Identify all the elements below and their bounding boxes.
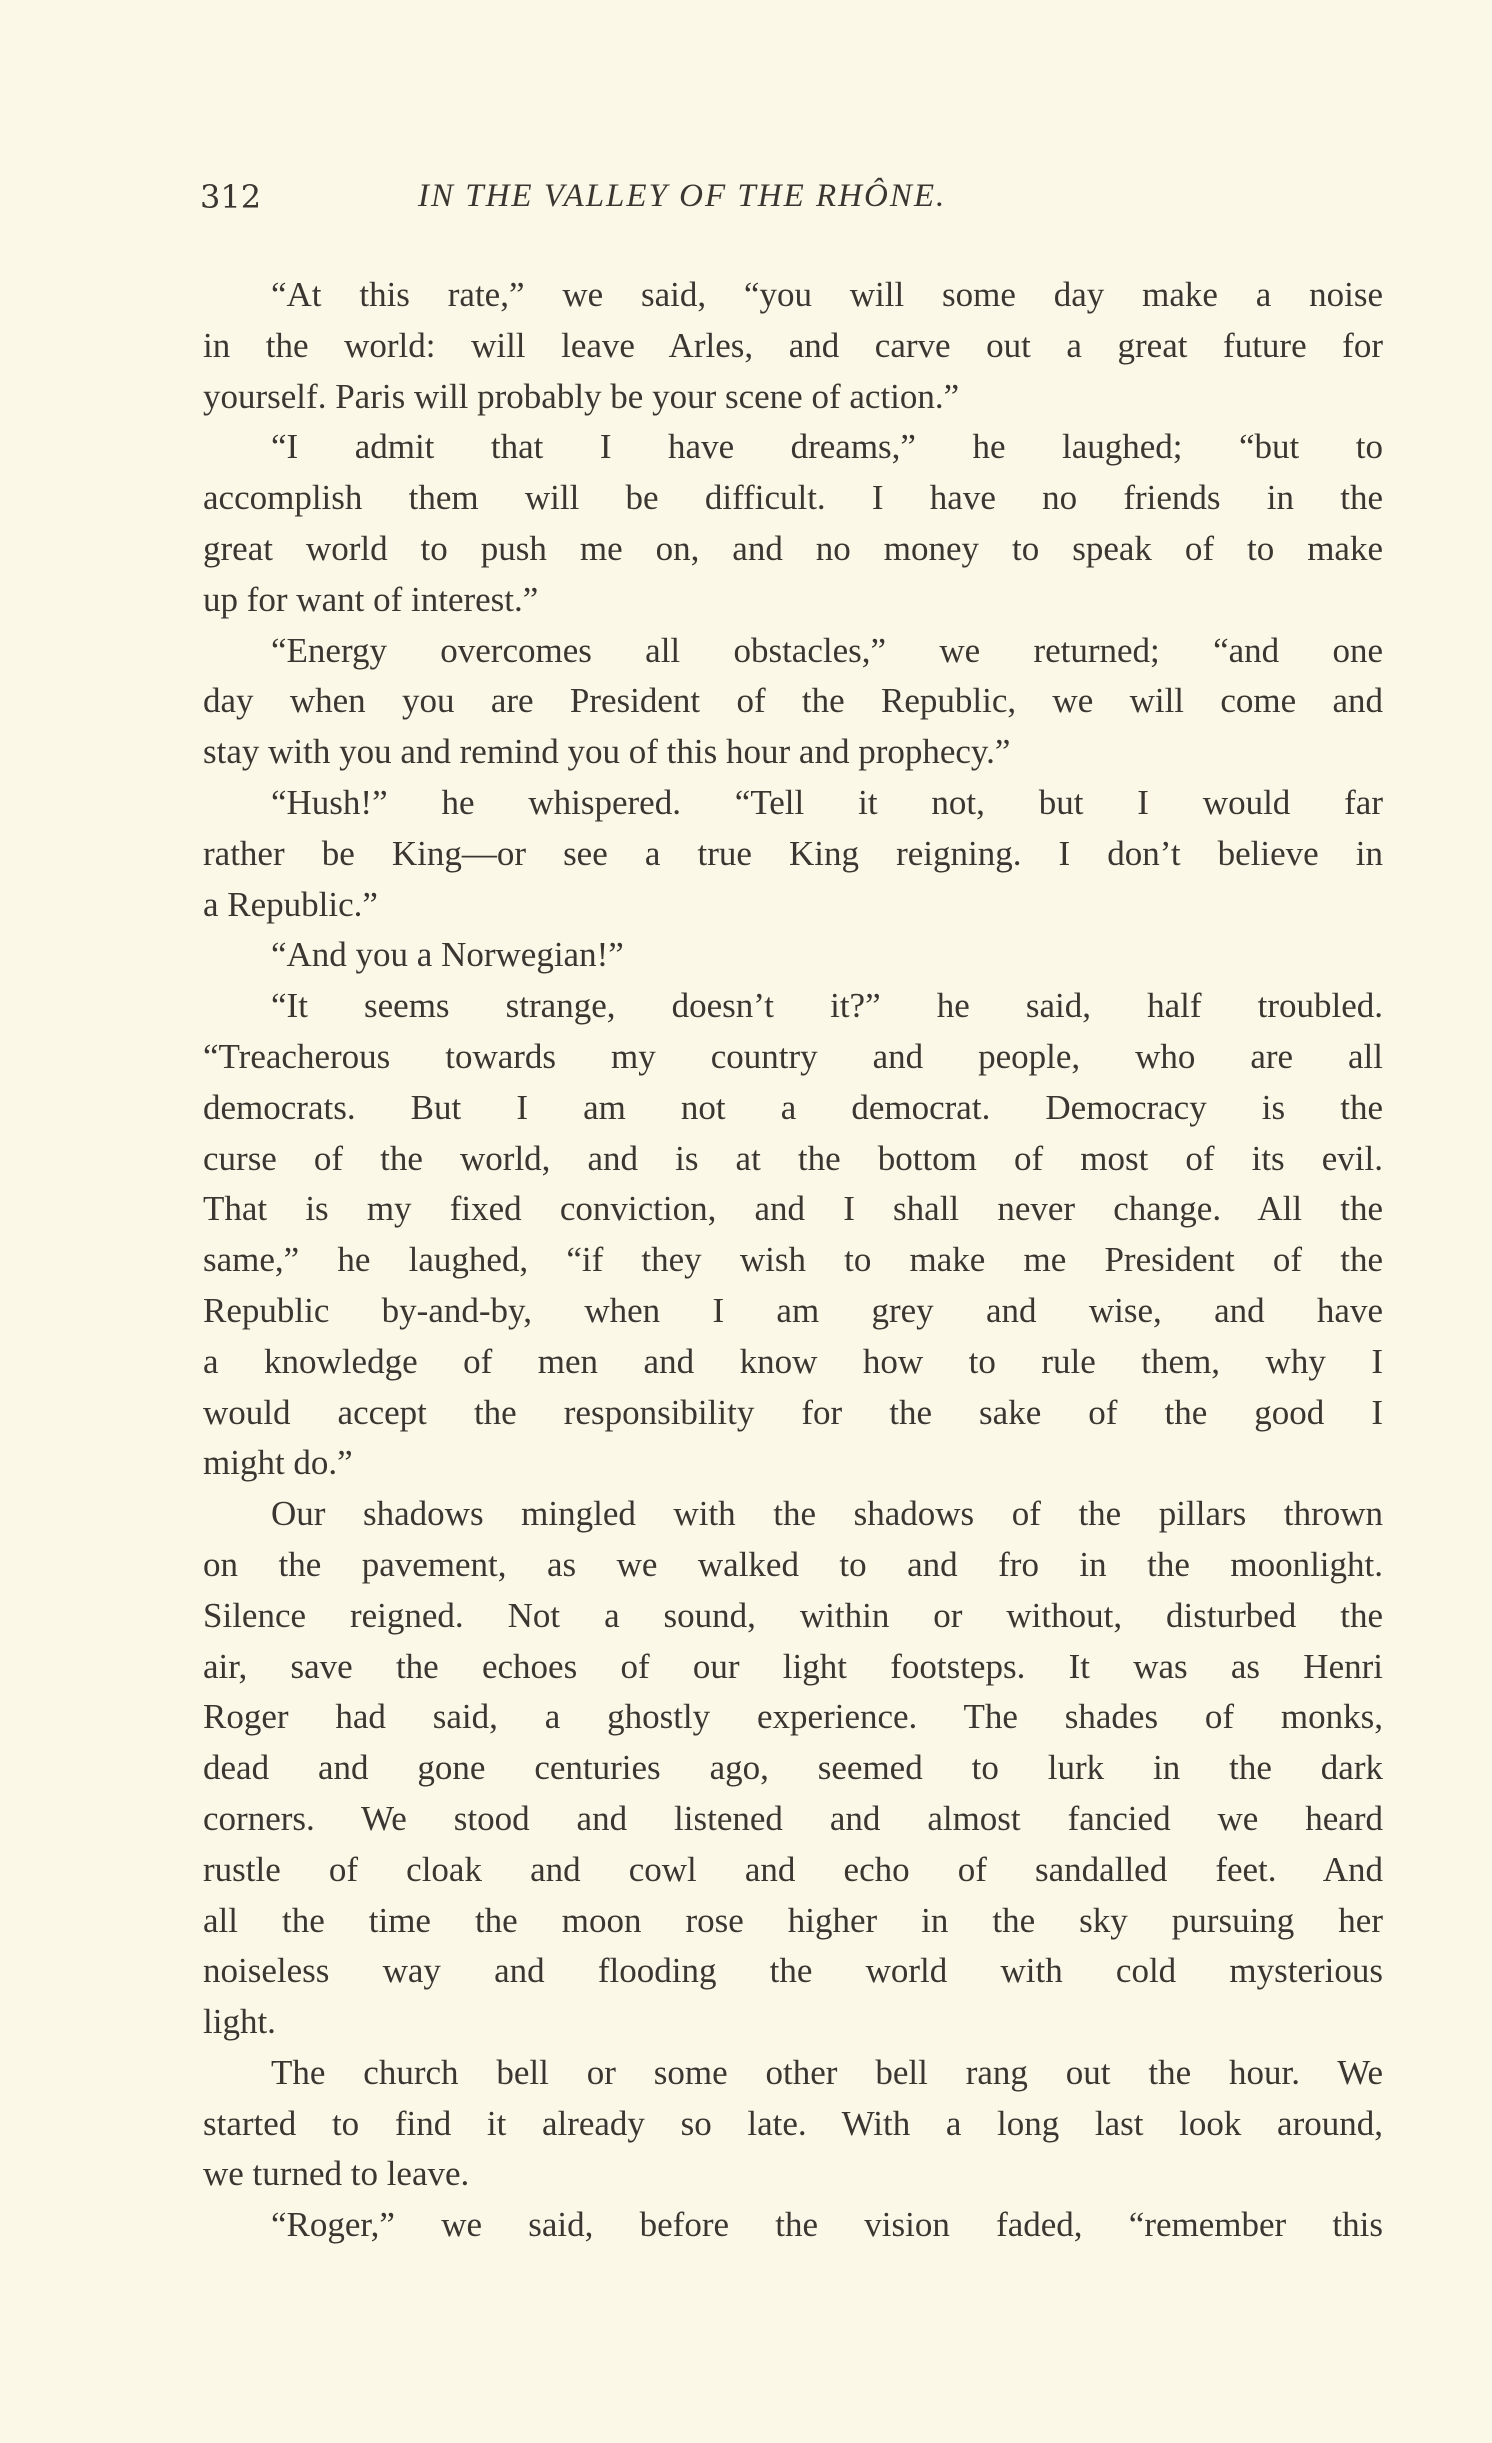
text-line: “Treacherous towards my country and people, who are all bbox=[203, 1036, 1383, 1076]
text-line: day when you are President of the Republic, we will come and bbox=[203, 681, 1383, 721]
text-line: started to find it already so late. With a long last look around, bbox=[203, 2103, 1383, 2143]
text-line: “Hush!” he whispered. “Tell it not, but I would far bbox=[271, 782, 1383, 822]
text-line: “It seems strange, doesn’t it?” he said, half troubled. bbox=[271, 986, 1383, 1026]
text-line: would accept the responsibility for the sake of the good I bbox=[203, 1392, 1383, 1432]
text-line: a Republic.” bbox=[203, 884, 378, 924]
text-line: yourself. Paris will probably be your scene of action.” bbox=[203, 376, 960, 416]
text-line: noiseless way and flooding the world with cold mysterious bbox=[203, 1951, 1383, 1991]
text-line: Roger had said, a ghostly experience. The shades of monks, bbox=[203, 1697, 1383, 1737]
text-line: rather be King—or see a true King reigning. I don’t believe in bbox=[203, 833, 1383, 873]
text-line: great world to push me on, and no money to speak of to make bbox=[203, 528, 1383, 568]
text-line: The church bell or some other bell rang out the hour. We bbox=[271, 2052, 1383, 2092]
text-line: on the pavement, as we walked to and fro in the moonlight. bbox=[203, 1544, 1383, 1584]
text-line: all the time the moon rose higher in the sky pursuing her bbox=[203, 1900, 1383, 1940]
text-line: Silence reigned. Not a sound, within or without, disturbed the bbox=[203, 1595, 1383, 1635]
text-line: rustle of cloak and cowl and echo of sandalled feet. And bbox=[203, 1849, 1383, 1889]
text-line: “Energy overcomes all obstacles,” we returned; “and one bbox=[271, 630, 1383, 670]
text-line: curse of the world, and is at the bottom of most of its evil. bbox=[203, 1138, 1383, 1178]
text-line: air, save the echoes of our light footsteps. It was as Henri bbox=[203, 1646, 1383, 1686]
text-line: Our shadows mingled with the shadows of the pillars thrown bbox=[271, 1494, 1383, 1534]
text-line: That is my fixed conviction, and I shall never change. All the bbox=[203, 1189, 1383, 1229]
text-line: up for want of interest.” bbox=[203, 579, 539, 619]
text-line: stay with you and remind you of this hour and prophecy.” bbox=[203, 732, 1011, 772]
text-line: “Roger,” we said, before the vision faded, “remember this bbox=[271, 2205, 1383, 2245]
text-line: light. bbox=[203, 2002, 276, 2042]
text-line: a knowledge of men and know how to rule them, why I bbox=[203, 1341, 1383, 1381]
text-line: corners. We stood and listened and almost fancied we heard bbox=[203, 1798, 1383, 1838]
text-line: democrats. But I am not a democrat. Democracy is the bbox=[203, 1087, 1383, 1127]
text-line: “I admit that I have dreams,” he laughed; “but to bbox=[271, 427, 1383, 467]
running-header bbox=[200, 178, 1383, 222]
text-line: we turned to leave. bbox=[203, 2154, 470, 2194]
text-line: dead and gone centuries ago, seemed to lurk in the dark bbox=[203, 1748, 1383, 1788]
text-line: in the world: will leave Arles, and carve out a great future for bbox=[203, 325, 1383, 365]
text-line: Republic by-and-by, when I am grey and wise, and have bbox=[203, 1290, 1383, 1330]
text-line: “And you a Norwegian!” bbox=[271, 935, 624, 975]
text-line: “At this rate,” we said, “you will some day make a noise bbox=[271, 275, 1383, 314]
text-line: might do.” bbox=[203, 1443, 353, 1483]
text-line: accomplish them will be difficult. I have no friends in the bbox=[203, 478, 1383, 518]
page-number: 312 bbox=[200, 178, 262, 216]
running-title: IN THE VALLEY OF THE RHÔNE. bbox=[418, 178, 947, 214]
body-text bbox=[203, 270, 1383, 2251]
text-line: same,” he laughed, “if they wish to make me President of the bbox=[203, 1240, 1383, 1280]
